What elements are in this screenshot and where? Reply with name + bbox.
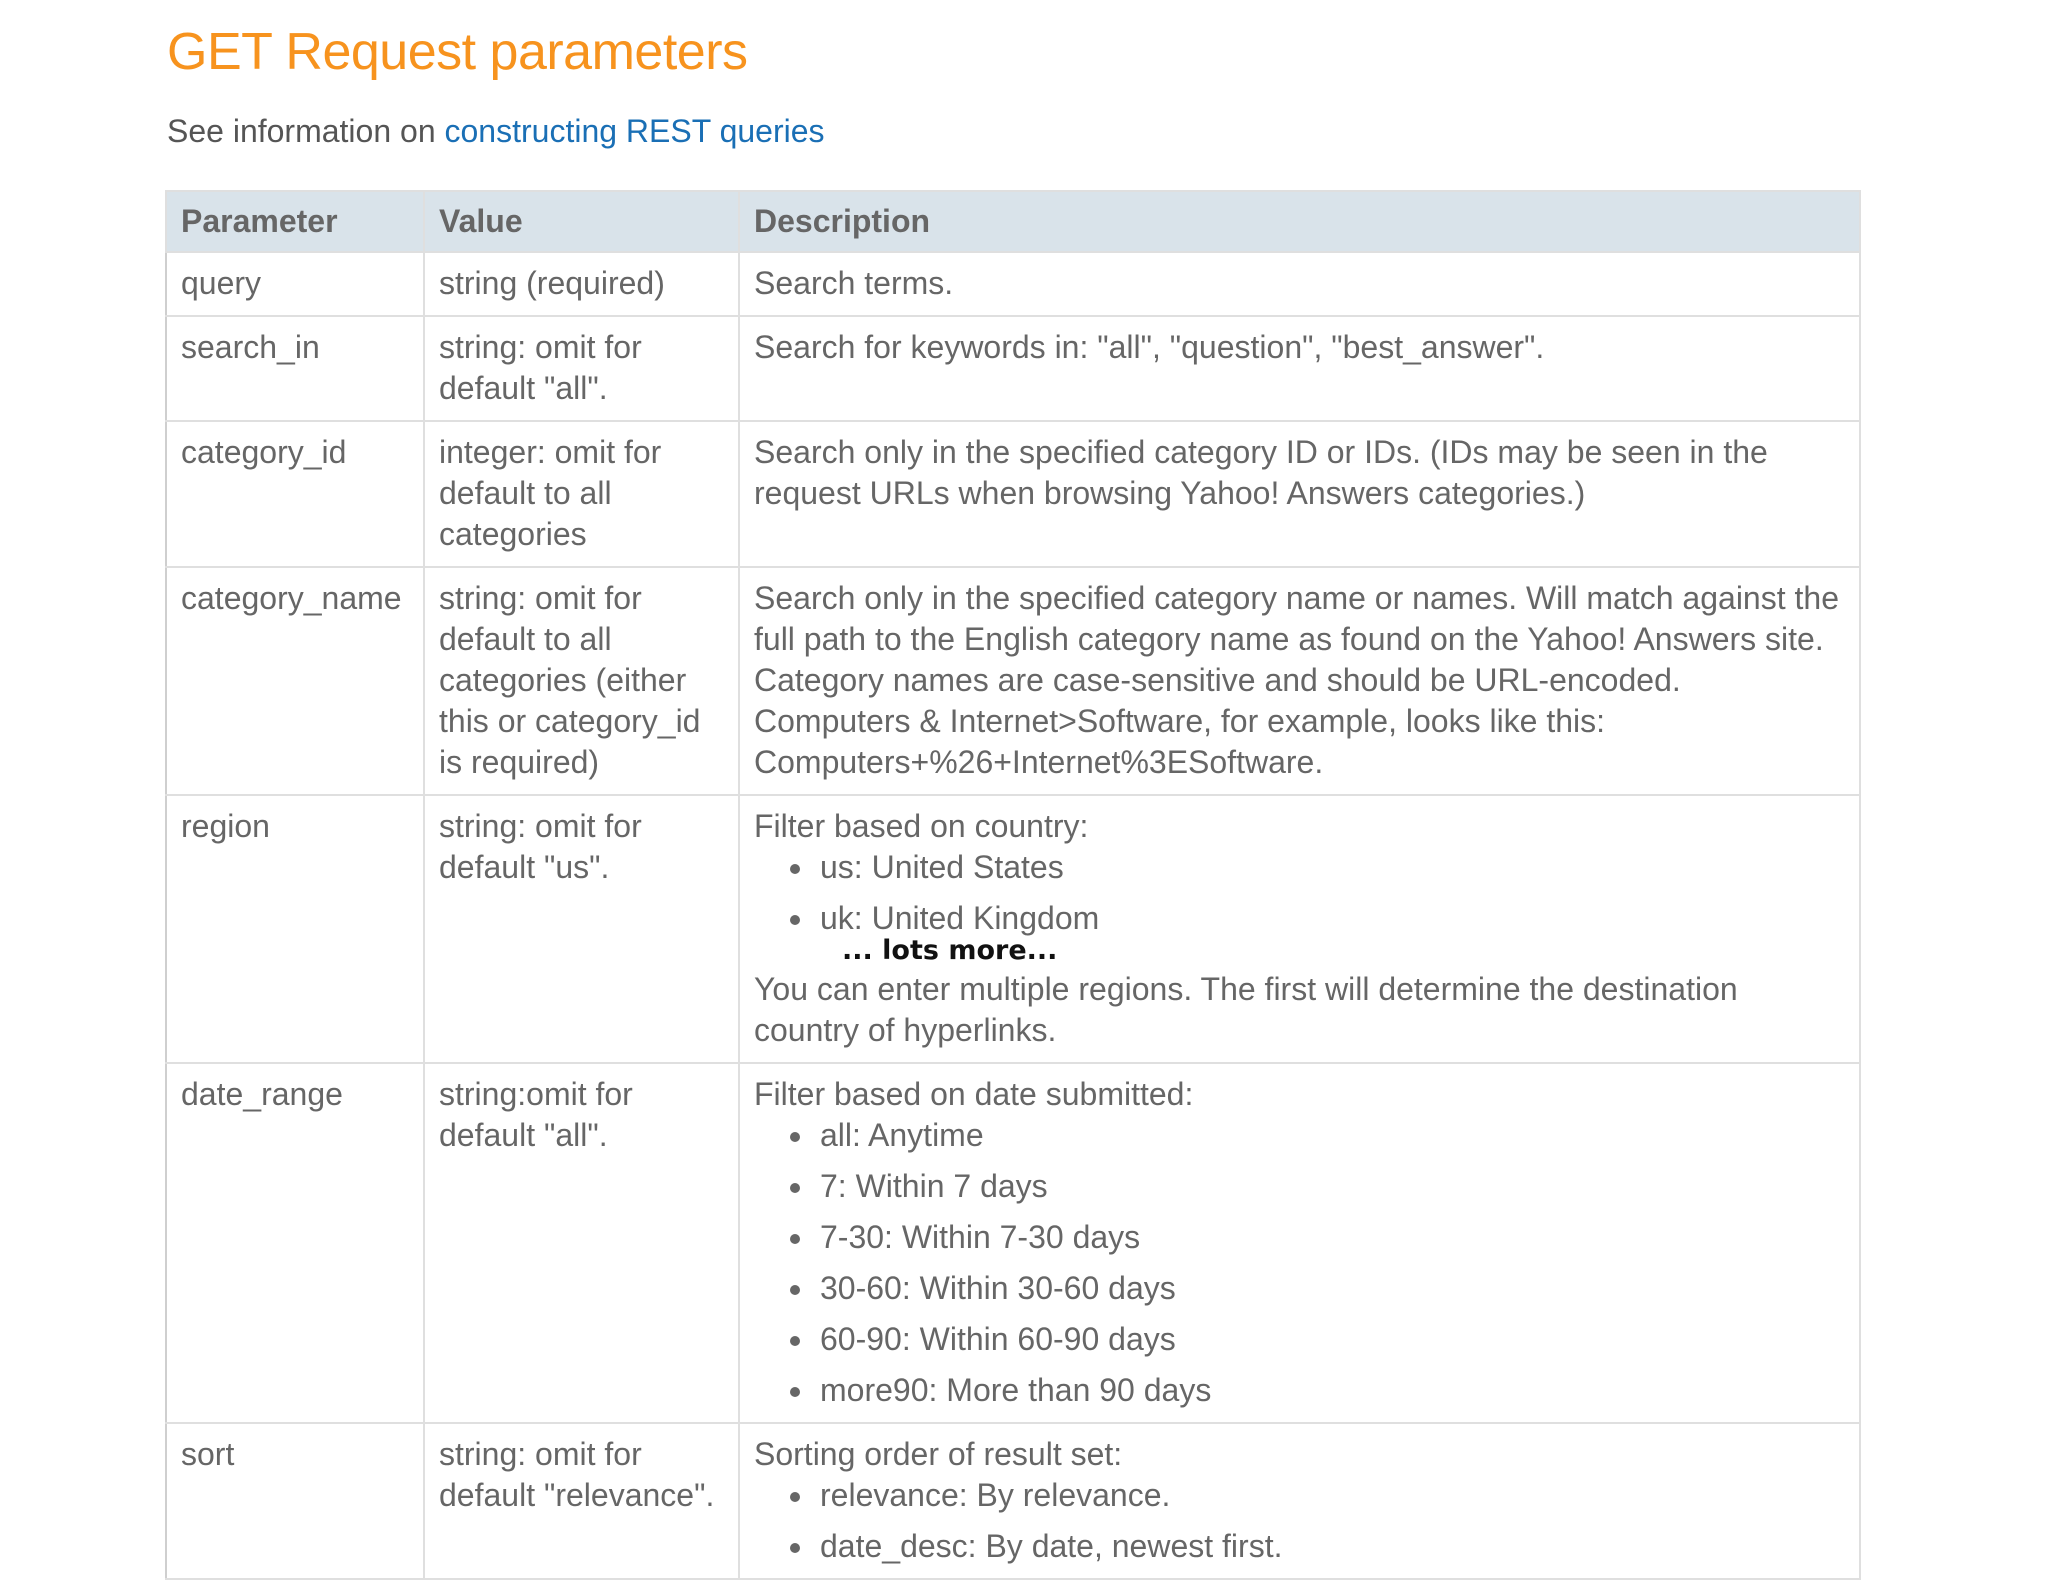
list-item: date_desc: By date, newest first. (820, 1526, 1845, 1567)
param-name: search_in (166, 316, 424, 421)
param-name: date_range (166, 1063, 424, 1423)
sort-options-list (754, 1475, 1845, 1567)
header-parameter: Parameter (166, 191, 424, 252)
list-item: more90: More than 90 days (820, 1370, 1845, 1411)
param-value: string:omit for default "all". (424, 1063, 739, 1423)
lots-more-note: ... lots more... (842, 935, 1058, 966)
param-description: Search terms. (739, 252, 1860, 316)
param-description: Search only in the specified category ID or IDs. (IDs may be seen in the request URLs when browsing Yahoo! Answers categories.) (739, 421, 1860, 567)
param-name: query (166, 252, 424, 316)
param-name: category_name (166, 567, 424, 795)
list-item: 7-30: Within 7-30 days (820, 1217, 1845, 1258)
list-item: 30-60: Within 30-60 days (820, 1268, 1845, 1309)
intro-prefix: See information on (167, 113, 445, 149)
param-description (739, 1063, 1860, 1423)
list-item: 7: Within 7 days (820, 1166, 1845, 1207)
param-description (739, 795, 1860, 1063)
table-row (166, 1423, 1860, 1579)
region-options-list (754, 847, 1845, 939)
parameters-table (165, 190, 1861, 1580)
intro-text (167, 113, 825, 150)
param-name: region (166, 795, 424, 1063)
list-item: uk: United Kingdom (820, 898, 1845, 939)
param-description: Search only in the specified category name or names. Will match against the full path to the English category name as found on the Yahoo! Answers site. Category names are case-sensitive and should be URL-encoded. Computers & Internet>Software, for example, looks like this: Computers+%26+Internet%3ESoftware. (739, 567, 1860, 795)
description-intro: Filter based on country: (754, 808, 1089, 844)
table-row (166, 421, 1860, 567)
param-value: string: omit for default "relevance". (424, 1423, 739, 1579)
list-item: us: United States (820, 847, 1845, 888)
table-row (166, 1063, 1860, 1423)
description-outro: You can enter multiple regions. The first will determine the destination country of hyperlinks. (754, 971, 1738, 1048)
header-description: Description (739, 191, 1860, 252)
param-description: Search for keywords in: "all", "question", "best_answer". (739, 316, 1860, 421)
description-intro: Filter based on date submitted: (754, 1076, 1194, 1112)
param-description (739, 1423, 1860, 1579)
param-name: category_id (166, 421, 424, 567)
param-name: sort (166, 1423, 424, 1579)
param-value: string (required) (424, 252, 739, 316)
rest-queries-link[interactable]: constructing REST queries (444, 113, 825, 149)
table-row (166, 567, 1860, 795)
table-row (166, 316, 1860, 421)
date-range-options-list (754, 1115, 1845, 1411)
description-intro: Sorting order of result set: (754, 1436, 1123, 1472)
table-header-row (166, 191, 1860, 252)
table-row (166, 795, 1860, 1063)
table-row (166, 252, 1860, 316)
param-value: string: omit for default to all categories (either this or category_id is required) (424, 567, 739, 795)
header-value: Value (424, 191, 739, 252)
param-value: integer: omit for default to all categories (424, 421, 739, 567)
param-value: string: omit for default "us". (424, 795, 739, 1063)
list-item: 60-90: Within 60-90 days (820, 1319, 1845, 1360)
list-item: all: Anytime (820, 1115, 1845, 1156)
list-item: relevance: By relevance. (820, 1475, 1845, 1516)
param-value: string: omit for default "all". (424, 316, 739, 421)
page-title: GET Request parameters (167, 23, 748, 81)
